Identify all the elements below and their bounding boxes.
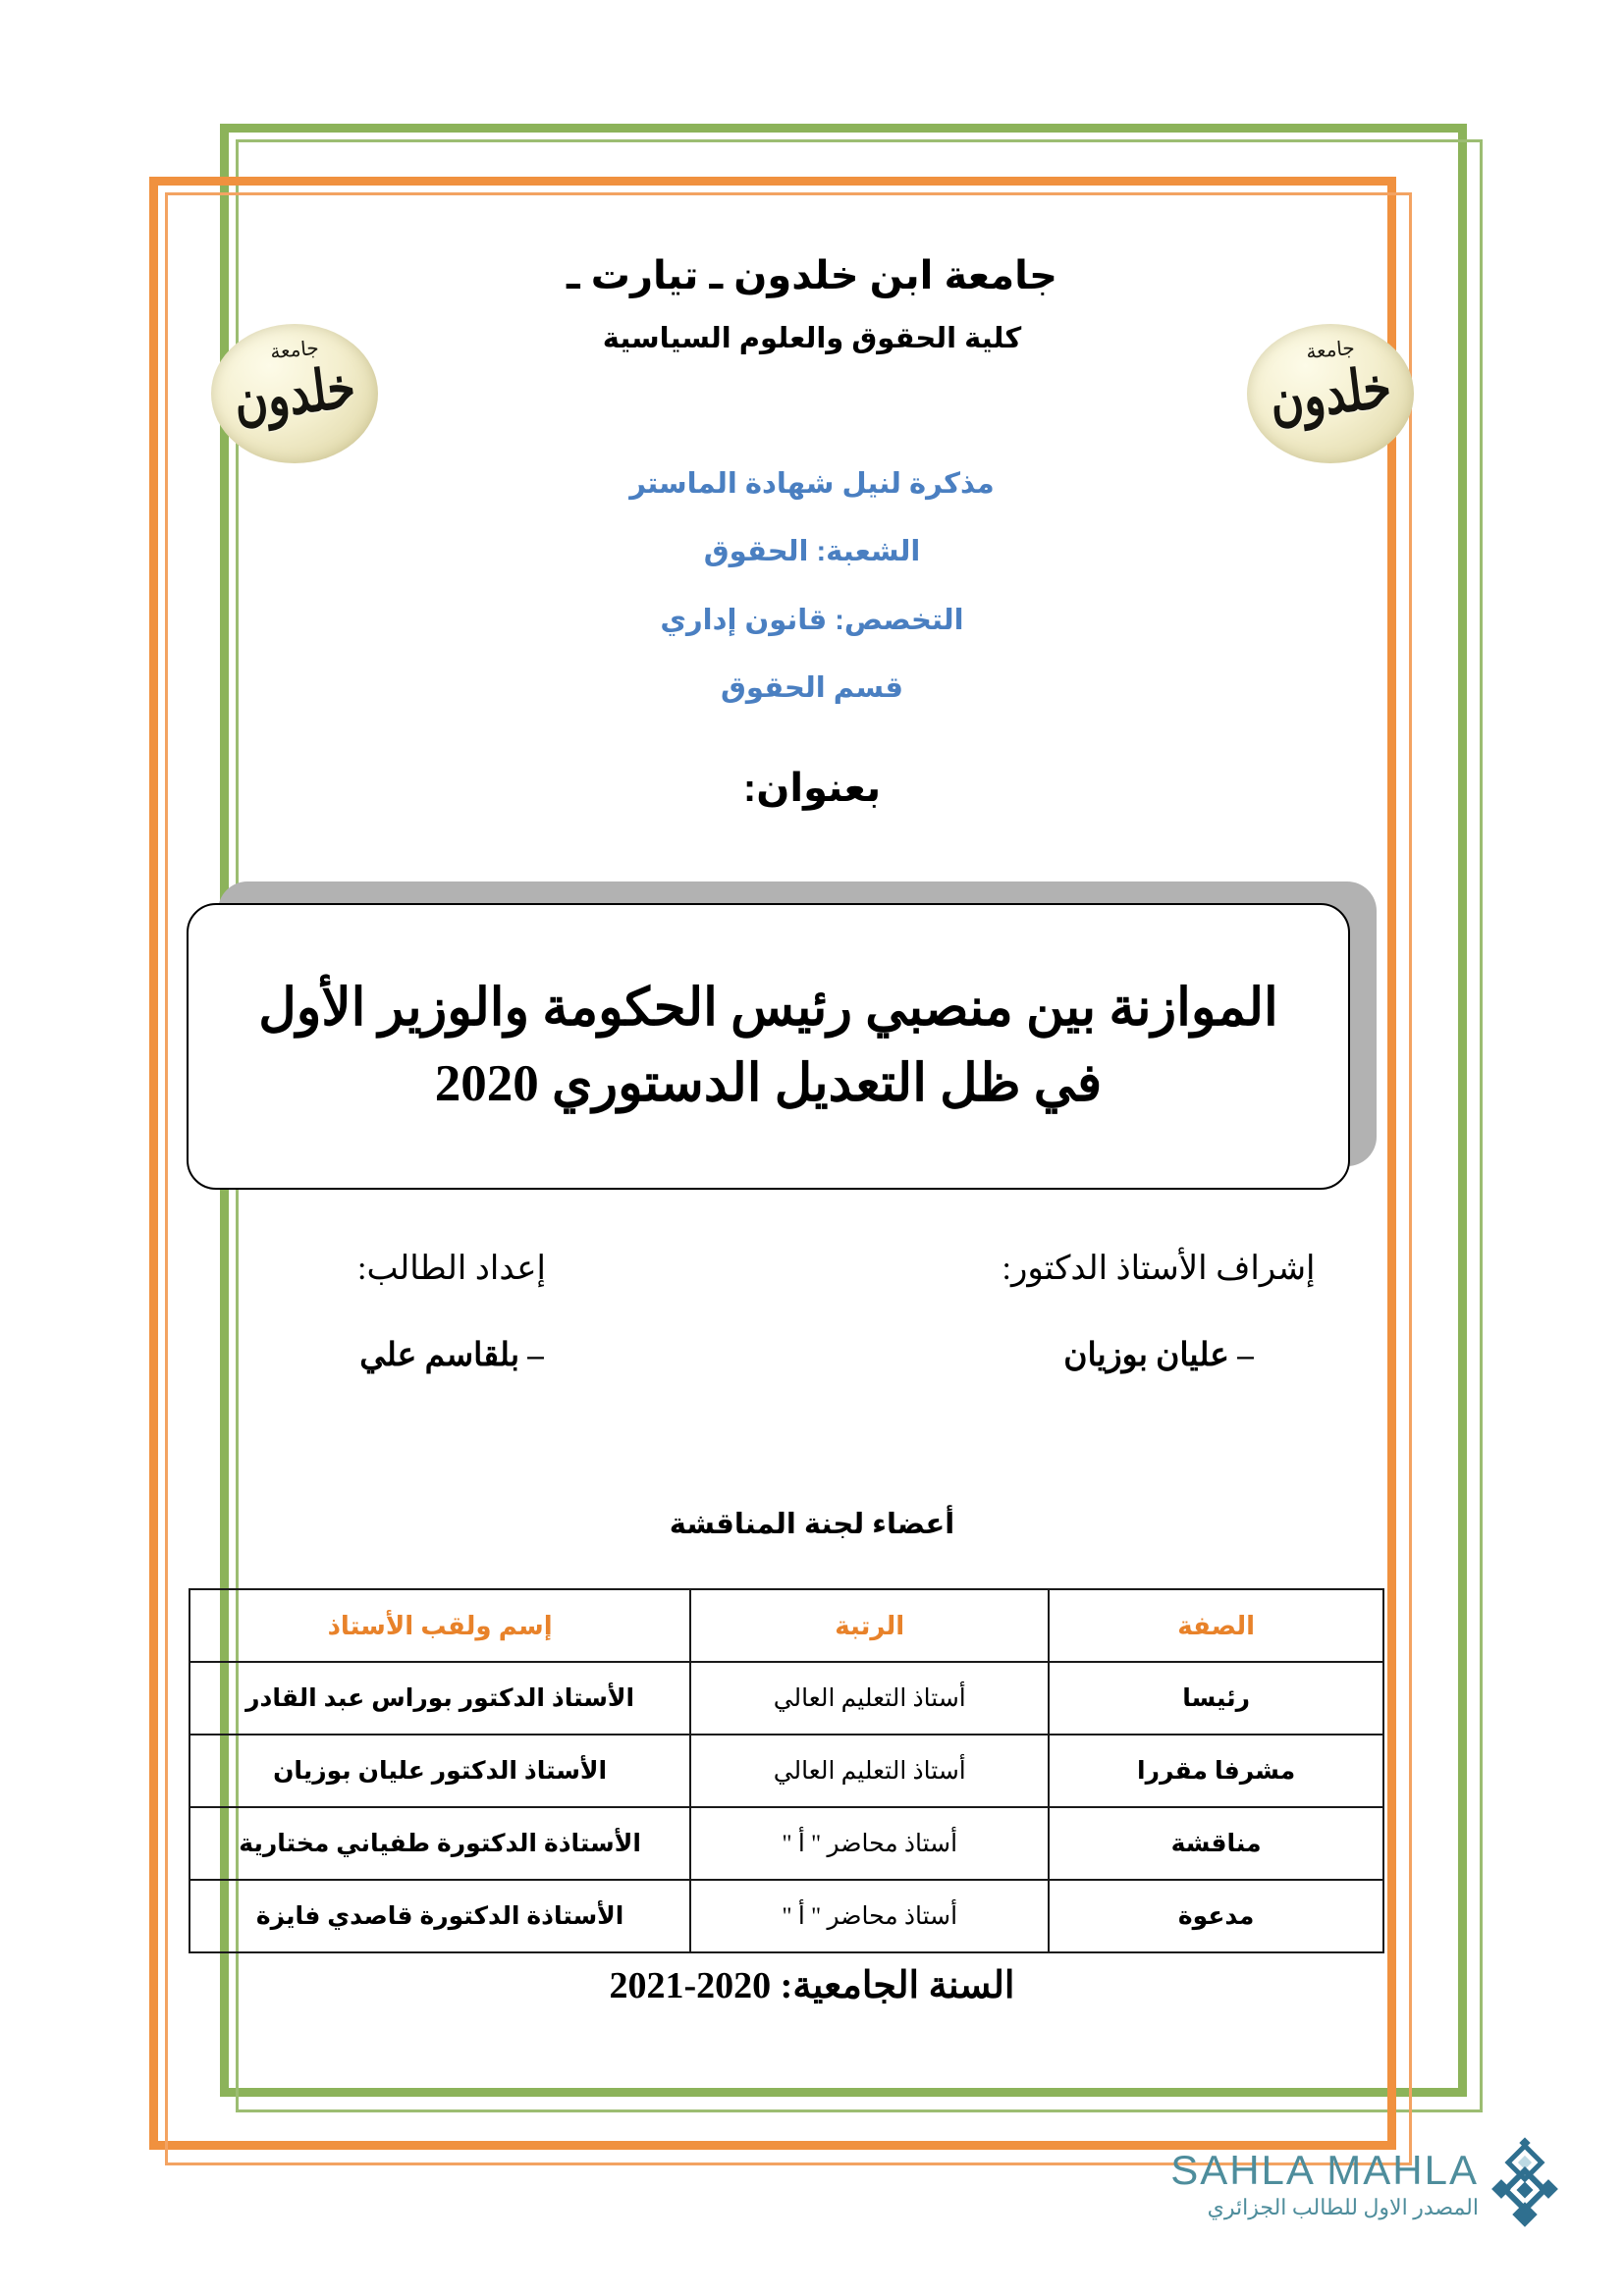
watermark-logo-icon [1489,2137,1561,2231]
authors-block [196,1249,1414,1374]
university-seal-left-icon [211,324,378,463]
watermark-tagline: المصدر الاول للطالب الجزائري [1207,2195,1479,2219]
jury-cell-role: رئيسا [1049,1662,1383,1735]
supervisor-name: – عليان بوزيان [1063,1338,1254,1373]
academic-year: السنة الجامعية: 2020-2021 [609,1965,1015,2006]
jury-header-role: الصفة [1049,1589,1383,1662]
jury-cell-rank: أستاذ محاضر " أ " [690,1880,1049,1952]
jury-cell-name: الأستاذة الدكتورة قاصدي فايزة [189,1880,690,1952]
supervisor-column [903,1249,1414,1374]
seal-calligraphy: خلدون [1266,355,1395,433]
jury-cell-role: مناقشة [1049,1807,1383,1880]
title-intro-label: بعنوان: [742,767,882,810]
jury-caption: أعضاء لجنة المناقشة [669,1509,955,1540]
table-row [189,1807,1383,1880]
jury-cell-role: مشرفا مقررا [1049,1735,1383,1807]
table-row [189,1880,1383,1952]
table-row [189,1735,1383,1807]
jury-cell-rank: أستاذ التعليم العالي [690,1735,1049,1807]
degree-line-master: مذكرة لنيل شهادة الماستر [629,468,995,500]
jury-cell-rank: أستاذ التعليم العالي [690,1662,1049,1735]
jury-cell-rank: أستاذ محاضر " أ " [690,1807,1049,1880]
student-label: إعداد الطالب: [357,1251,546,1287]
seal-top-word: جامعة [269,337,320,364]
university-name: جامعة ابن خلدون ـ تيارت ـ [567,254,1057,297]
degree-line-branch: الشعبة: الحقوق [703,536,921,568]
watermark-brand: SAHLA MAHLA [1170,2147,1479,2193]
jury-cell-name: الأستاذ الدكتور بوراس عبد القادر [189,1662,690,1735]
jury-cell-name: الأستاذة الدكتورة طفياني مختارية [189,1807,690,1880]
jury-table-header-row [189,1589,1383,1662]
jury-table [189,1588,1384,1953]
thesis-title-line-2: في ظل التعديل الدستوري 2020 [434,1055,1103,1112]
degree-line-department: قسم الحقوق [720,671,903,704]
student-name: – بلقاسم علي [359,1338,544,1373]
university-seal-right-icon [1247,324,1414,463]
jury-cell-role: مدعوة [1049,1880,1383,1952]
seal-calligraphy: خلدون [230,355,359,433]
header-block [370,250,1254,358]
thesis-title-box [187,903,1350,1190]
faculty-name: كلية الحقوق والعلوم السياسية [602,323,1022,354]
supervisor-label: إشراف الأستاذ الدكتور: [1001,1251,1316,1287]
watermark-sahla-mahla [1139,2120,1561,2248]
watermark-texts [1170,2147,1479,2219]
thesis-title [231,971,1305,1122]
thesis-title-line-1: الموازنة بين منصبي رئيس الحكومة والوزير الأول [258,980,1278,1038]
jury-header-rank: الرتبة [690,1589,1049,1662]
table-row [189,1662,1383,1735]
seal-top-word: جامعة [1305,337,1356,364]
jury-cell-name: الأستاذ الدكتور عليان بوزيان [189,1735,690,1807]
student-column [196,1249,707,1374]
jury-header-name: إسم ولقب الأستاذ [189,1589,690,1662]
degree-info-block [370,466,1254,738]
degree-line-speciality: التخصص: قانون إداري [660,604,964,636]
